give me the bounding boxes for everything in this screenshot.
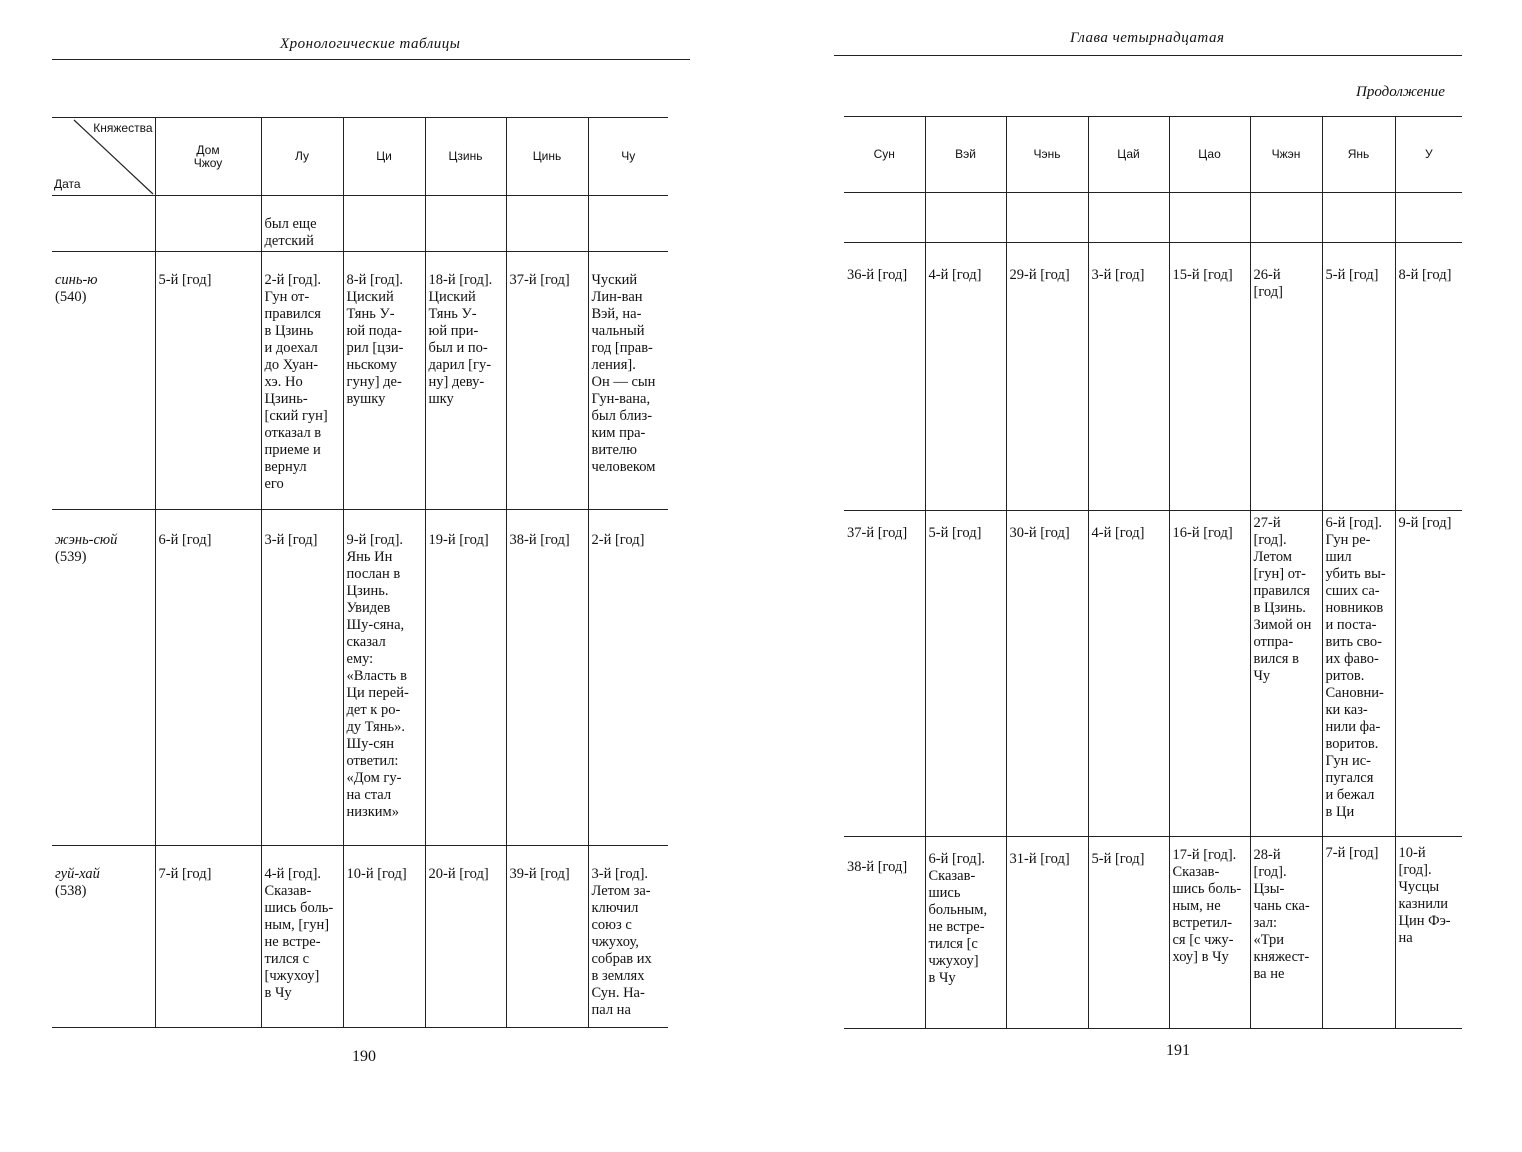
table-cell: [1169, 193, 1250, 243]
header-row-left: [52, 118, 668, 196]
table-row: [52, 252, 668, 510]
header-rule-right: [834, 55, 1462, 56]
table-cell: [925, 193, 1006, 243]
table-cell: 39-й [год]: [506, 846, 588, 1028]
continuation-row-right: [844, 193, 1462, 243]
table-cell: 7-й [год]: [1322, 837, 1395, 1029]
table-cell: 16-й [год]: [1169, 511, 1250, 837]
table-cell: 3-й [год]: [1088, 243, 1169, 511]
table-cell: 8-й [год]: [1395, 243, 1462, 511]
col-header: Цао: [1169, 117, 1250, 193]
col-header: Чэнь: [1006, 117, 1088, 193]
table-cell: [1250, 193, 1322, 243]
table-cell: [1395, 193, 1462, 243]
table-cell: 27-й [год]. Летом [гун] от- правился в Цзинь. Зимой он отпра- вился в Чу: [1250, 511, 1322, 837]
header-row-right: [844, 117, 1462, 193]
table-row: [52, 510, 668, 846]
col-header: Цзинь: [425, 118, 506, 196]
table-row: [844, 837, 1462, 1029]
table-row: [844, 243, 1462, 511]
table-cell: 4-й [год]: [1088, 511, 1169, 837]
table-cell: [588, 196, 668, 252]
table-cell: 3-й [год]: [261, 510, 343, 846]
table-cell: [52, 196, 155, 252]
date-cell: жэнь-сюй (539): [52, 510, 155, 846]
table-cell: 37-й [год]: [844, 511, 925, 837]
table-cell: [1088, 193, 1169, 243]
table-cell: 18-й [год]. Циский Тянь У- юй при- был и по- дарил [гу- ну] деву- шку: [425, 252, 506, 510]
table-cell: 38-й [год]: [844, 837, 925, 1029]
table-cell: [506, 196, 588, 252]
running-head-left: Хронологические таблицы: [280, 36, 461, 52]
table-cell: 9-й [год]. Янь Ин послан в Цзинь. Увидев Шу-сяна, сказал ему: «Власть в Ци перей- дет к ро- ду Тянь». Шу-сян ответил: «Дом гу- на стал низким»: [343, 510, 425, 846]
page-number-left: 190: [352, 1048, 376, 1065]
table-cell: 37-й [год]: [506, 252, 588, 510]
table-cell: 4-й [год]: [925, 243, 1006, 511]
table-cell: 30-й [год]: [1006, 511, 1088, 837]
table-cell: 36-й [год]: [844, 243, 925, 511]
table-cell: 8-й [год]. Циский Тянь У- юй пода- рил [цзи- ньскому гуну] де- вушку: [343, 252, 425, 510]
col-header: Ци: [343, 118, 425, 196]
header-rule-left: [52, 59, 690, 60]
date-cell: синь-ю (540): [52, 252, 155, 510]
table-cell: 31-й [год]: [1006, 837, 1088, 1029]
col-header: Янь: [1322, 117, 1395, 193]
page-number-right: 191: [1166, 1042, 1190, 1059]
table-cell: [155, 196, 261, 252]
corner-label-date: Дата: [54, 177, 81, 191]
table-cell: 26-й [год]: [1250, 243, 1322, 511]
chronology-table-left: [52, 117, 668, 1028]
table-cell: [1006, 193, 1088, 243]
table-cell: 4-й [год]. Сказав- шись боль- ным, [гун] не встре- тился с [чжухоу] в Чу: [261, 846, 343, 1028]
table-cell: 19-й [год]: [425, 510, 506, 846]
table-cell: был еще детский: [261, 196, 343, 252]
table-cell: 28-й [год]. Цзы- чань ска- зал: «Три княжест- ва не: [1250, 837, 1322, 1029]
table-cell: [425, 196, 506, 252]
table-cell: 5-й [год]: [925, 511, 1006, 837]
running-head-right: Глава четырнадцатая: [1070, 30, 1225, 46]
table-cell: [343, 196, 425, 252]
table-cell: 38-й [год]: [506, 510, 588, 846]
table-cell: 3-й [год]. Летом за- ключил союз с чжухоу, собрав их в землях Сун. На- пал на: [588, 846, 668, 1028]
corner-label-principalities: Княжества: [93, 121, 153, 135]
table-cell: 17-й [год]. Сказав- шись боль- ным, не встретил- ся [с чжу- хоу] в Чу: [1169, 837, 1250, 1029]
table-cell: 6-й [год]. Сказав- шись больным, не встре- тился [с чжухоу] в Чу: [925, 837, 1006, 1029]
table-cell: 5-й [год]: [1088, 837, 1169, 1029]
table-cell: 9-й [год]: [1395, 511, 1462, 837]
table-cell: 2-й [год]: [588, 510, 668, 846]
table-cell: 7-й [год]: [155, 846, 261, 1028]
col-header: Чжэн: [1250, 117, 1322, 193]
table-cell: 15-й [год]: [1169, 243, 1250, 511]
col-header: Чу: [588, 118, 668, 196]
table-row: [844, 511, 1462, 837]
table-cell: 2-й [год]. Гун от- правился в Цзинь и доехал до Хуан- хэ. Но Цзинь- [ский гун] отказал в приеме и вернул его: [261, 252, 343, 510]
col-header: Дом Чжоу: [155, 118, 261, 196]
col-header: У: [1395, 117, 1462, 193]
table-cell: [1322, 193, 1395, 243]
table-row: [52, 846, 668, 1028]
col-header: Сун: [844, 117, 925, 193]
table-cell: 5-й [год]: [1322, 243, 1395, 511]
col-header: Вэй: [925, 117, 1006, 193]
col-header: Цай: [1088, 117, 1169, 193]
chronology-table-right: [844, 116, 1462, 1029]
table-cell: 29-й [год]: [1006, 243, 1088, 511]
continuation-label: Продолжение: [1356, 84, 1445, 100]
table-cell: 5-й [год]: [155, 252, 261, 510]
right-page: [760, 0, 1522, 1152]
left-page: [0, 0, 760, 1152]
table-cell: 6-й [год]: [155, 510, 261, 846]
col-header: Лу: [261, 118, 343, 196]
table-cell: Чуский Лин-ван Вэй, на- чальный год [прав- ления]. Он — сын Гун-вана, был близ- ким пра- вителю человеком: [588, 252, 668, 510]
table-cell: 6-й [год]. Гун ре- шил убить вы- сших са- новников и поста- вить сво- их фаво- ритов. Сановни- ки каз- нили фа- воритов. Гун ис- пугался и бежал в Ци: [1322, 511, 1395, 837]
continuation-row-left: [52, 196, 668, 252]
date-cell: гуй-хай (538): [52, 846, 155, 1028]
table-cell: 10-й [год]: [343, 846, 425, 1028]
table-cell: [844, 193, 925, 243]
table-cell: 20-й [год]: [425, 846, 506, 1028]
corner-cell: [52, 118, 155, 196]
table-cell: 10-й [год]. Чусцы казнили Цин Фэ- на: [1395, 837, 1462, 1029]
col-header: Цинь: [506, 118, 588, 196]
